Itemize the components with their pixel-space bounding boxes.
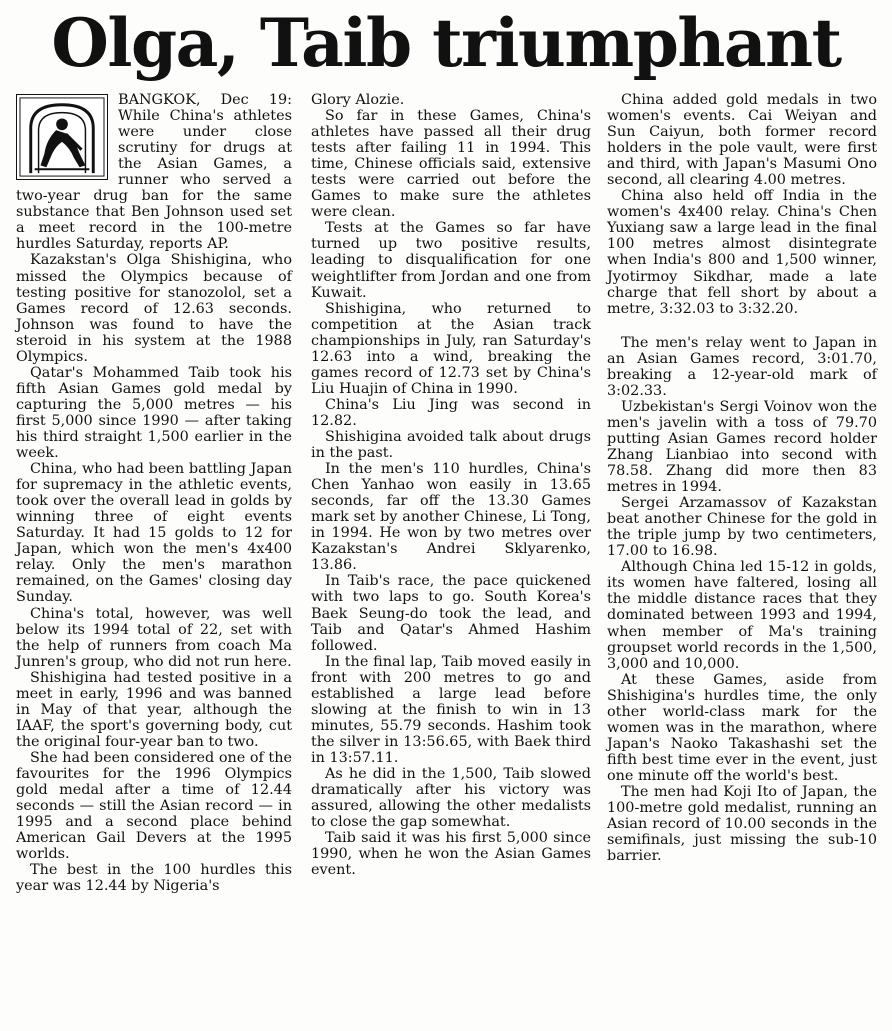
article-paragraph: Uzbekistan's Sergi Voinov won the men's javelin with a toss of 79.70 putting Asian Games record holder Zhang Lianbiao into second with 78.58. Zhang did more then 83 metres in 1994. <box>607 398 877 496</box>
article-paragraph: Shishigina, who returned to competition at the Asian track championships in July, ran Saturday's 12.63 into a wind, breaking the games record of 12.73 set by China's Liu Huajin of China in 1990. <box>311 300 591 397</box>
article-paragraph: Sergei Arzamassov of Kazakstan beat another Chinese for the gold in the triple jump by two centimeters, 17.00 to 16.98. <box>607 495 877 560</box>
article-paragraph: China's total, however, was well below its 1994 total of 22, set with the help of runners from coach Ma Junren's group, who did not run here. <box>16 605 292 670</box>
article-paragraph: Qatar's Mohammed Taib took his fifth Asian Games gold medal by capturing the 5,000 metres — his first 5,000 since 1990 — after taking his third straight 1,500 earlier in the week. <box>16 364 292 462</box>
article-paragraph: BANGKOK, Dec 19: While China's athletes were under close scrutiny for drugs at the Asian Games, a runner who served a two-year drug ban for the same substance that Ben Johnson used set a meet record in the 100-metre hurdles Saturday, reports AP. <box>16 92 292 253</box>
article-paragraph: At these Games, aside from Shishigina's hurdles time, the only other world-class mark for the women was in the marathon, where Japan's Naoko Takashashi set the fifth best time ever in the event, just one minute off the world's best. <box>607 671 877 784</box>
article-paragraph: In the men's 110 hurdles, China's Chen Yanhao won easily in 13.65 seconds, far off the 13.30 Games mark set by another Chinese, Li Tong, in 1994. He won by two metres over Kazakstan's Andrei Sklyarenko, 13.86. <box>311 461 591 574</box>
article-paragraph: Taib said it was his first 5,000 since 1990, when he won the Asian Games event. <box>311 830 591 879</box>
article-paragraph: Although China led 15-12 in golds, its women have faltered, losing all the middle distance races that they dominated between 1993 and 1994, when member of Ma's training groupset world records in the 1,500, 3,000 and 10,000. <box>607 559 877 672</box>
article-paragraph: Shishigina avoided talk about drugs in the past. <box>311 428 591 462</box>
article-paragraph: Kazakstan's Olga Shishigina, who missed the Olympics because of testing positive for stanozolol, set a Games record of 12.63 seconds. Johnson was found to have the steroid in his system at the 1988 Olympics. <box>16 252 292 365</box>
article-paragraph: She had been considered one of the favourites for the 1996 Olympics gold medal after a time of 12.44 seconds — still the Asian record — in 1995 and a second place behind American Gail Devers at the 1995 worlds. <box>16 749 292 863</box>
article-paragraph: Shishigina had tested positive in a meet in early, 1996 and was banned in May of that year, although the IAAF, the sport's governing body, cut the original four-year ban to two. <box>16 669 292 750</box>
article-column-3 <box>607 92 877 864</box>
article-paragraph: Tests at the Games so far have turned up two positive results, leading to disqualification for one weightlifter from Jordan and one from Kuwait. <box>311 220 591 301</box>
article-paragraph: The men had Koji Ito of Japan, the 100-metre gold medalist, running an Asian record of 10.00 seconds in the semifinals, just missing the sub-10 barrier. <box>607 783 877 865</box>
article-paragraph: As he did in the 1,500, Taib slowed dramatically after his victory was assured, allowing the other medalists to close the gap somewhat. <box>311 765 591 831</box>
article-paragraph: China also held off India in the women's 4x400 relay. China's Chen Yuxiang saw a large lead in the final 100 metres almost disintegrate when India's 800 and 1,500 winner, Jyotirmoy Sikdhar, made a late charge that fell short by about a metre, 3:32.03 to 3:32.20. <box>607 188 877 317</box>
sprinter-logo-icon <box>16 94 108 180</box>
article-paragraph: The men's relay went to Japan in an Asian Games record, 3:01.70, breaking a 12-year-old mark of 3:02.33. <box>607 334 877 399</box>
article-paragraph: China, who had been battling Japan for supremacy in the athletic events, took over the overall lead in golds by winning three of eight events Saturday. It had 15 golds to 12 for Japan, which won the men's 4x400 relay. Only the men's marathon remained, on the Games' closing day Sunday. <box>16 461 292 606</box>
article-paragraph: In Taib's race, the pace quickened with two laps to go. South Korea's Baek Seung-do took the lead, and Taib and Qatar's Ahmed Hashim followed. <box>311 573 591 654</box>
article-paragraph: The best in the 100 hurdles this year was 12.44 by Nigeria's <box>16 862 292 895</box>
article-paragraph: Glory Alozie. <box>311 92 405 108</box>
dateline: BANGKOK, Dec 19: <box>118 92 292 108</box>
headline: Olga, Taib triumphant <box>51 4 841 82</box>
article-paragraph: In the final lap, Taib moved easily in front with 200 metres to go and established a large lead before slowing at the finish to win in 13 minutes, 55.79 seconds. Hashim took the silver in 13:56.65, with Baek third in 13:57.11. <box>311 653 591 766</box>
article-paragraph: China's Liu Jing was second in 12.82. <box>311 396 591 429</box>
article-paragraph: China added gold medals in two women's events. Cai Weiyan and Sun Caiyun, both former record holders in the pole vault, were first and third, with Japan's Masumi Ono second, all clearing 4.00 metres. <box>607 92 877 189</box>
article-column-1 <box>16 92 292 894</box>
article-column-2 <box>311 92 591 878</box>
article-paragraph: So far in these Games, China's athletes have passed all their drug tests after failing 11 in 1994. This time, Chinese officials said, extensive tests were carried out before the Games to make sure the athletes were clean. <box>311 108 591 221</box>
